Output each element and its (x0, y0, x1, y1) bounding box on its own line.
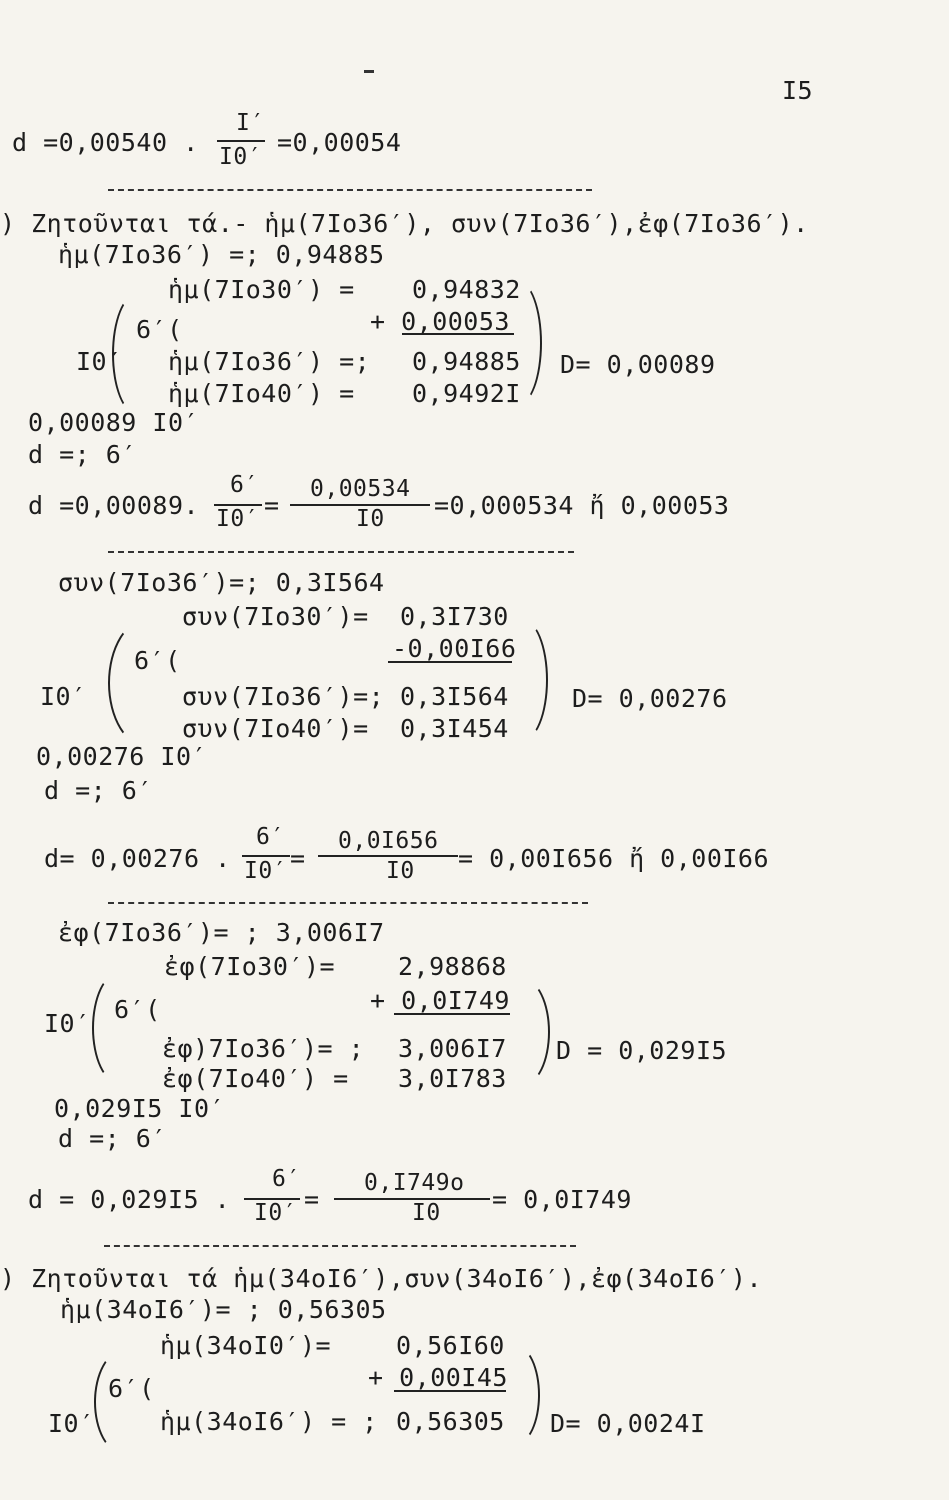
cos-row1-value: 0,3Ι730 (400, 602, 509, 631)
cos-calc-equals: = (290, 844, 306, 873)
sin34-outer-interval: I0′ (48, 1409, 95, 1438)
tan-row1-label: ἐφ(7Ιο30′)= (164, 952, 336, 981)
tan-outer-interval: I0′ (44, 1009, 91, 1038)
tan-calc-numerator2: 0,Ι749o (364, 1170, 465, 1196)
tan-calc-numerator: 6′ (272, 1166, 301, 1192)
sin-proportion-line1: 0,00089 I0′ (28, 408, 200, 437)
tan-calc-denominator2: I0 (412, 1200, 441, 1226)
intro-equation: d =0,00540 . (12, 128, 199, 157)
tan-calc-equals: = (304, 1185, 320, 1214)
left-bracket (112, 293, 162, 415)
sin-row3-value: 0,94885 (412, 347, 521, 376)
sin34-inner-bracket: 6′( (108, 1374, 155, 1403)
right-bracket (492, 1345, 540, 1445)
cos-row2-value: -0,00Ι66 (392, 634, 517, 663)
cos-difference: D= 0,00276 (572, 684, 728, 713)
sin-row2-value: + 0,00053 (370, 307, 510, 336)
fraction-bar (318, 855, 458, 857)
cos-row3-label: συν(7Ιο36′)=; (182, 682, 385, 711)
sin-inner-bracket: 6′( (136, 315, 183, 344)
tan-calc-result: = 0,0Ι749 (492, 1185, 632, 1214)
divider (104, 1245, 576, 1247)
sin-calc-left: d =0,00089. (28, 491, 200, 520)
tan-row4-value: 3,0Ι783 (398, 1064, 507, 1093)
sin-calc-denominator: I0′ (216, 506, 260, 532)
sum-underline (394, 1390, 506, 1392)
divider (108, 189, 592, 191)
sin-row4-label: ἡμ(7Ιο40′) = (168, 379, 355, 408)
cos-proportion-line1: 0,00276 I0′ (36, 742, 208, 771)
sin34-row3-label: ἡμ(34οΙ6′) = ; (160, 1407, 378, 1436)
left-bracket (94, 1350, 152, 1454)
cos-calc-denominator2: I0 (386, 858, 415, 884)
cos-calc-numerator: 6′ (256, 824, 285, 850)
sin-calc-denominator2: I0 (356, 506, 385, 532)
sin-calc-numerator: 6′ (230, 472, 259, 498)
divider (108, 551, 574, 553)
tan-row3-value: 3,006Ι7 (398, 1034, 507, 1063)
section-heading-g: ) Ζητοῦνται τά.- ἡμ(7Ιο36′), συν(7Ιο36′),ἐφ(7Ιο36′). (0, 209, 809, 238)
sum-underline (388, 661, 512, 663)
tan-calc-left: d = 0,029Ι5 . (28, 1185, 231, 1214)
left-bracket (108, 618, 188, 748)
sin-calc-result: =0,000534 ἤ 0,00053 (434, 491, 730, 520)
tan-row4-label: ἐφ(7Ιο40′) = (162, 1064, 349, 1093)
cos-row4-value: 0,3Ι454 (400, 714, 509, 743)
cos-row1-label: συν(7Ιο30′)= (182, 602, 369, 631)
cos-calc-left: d= 0,00276 . (44, 844, 231, 873)
cos-inner-bracket: 6′( (134, 646, 181, 675)
sin-row1-label: ἡμ(7Ιο30′) = (168, 275, 355, 304)
sin-difference: D= 0,00089 (560, 350, 716, 379)
tan-proportion-line2: d =; 6′ (58, 1124, 167, 1153)
cos-calc-result: = 0,00Ι656 ἤ 0,00Ι66 (458, 844, 770, 873)
intro-result: =0,00054 (277, 128, 402, 157)
sin34-row1-value: 0,56Ι60 (396, 1331, 505, 1360)
sin34-difference: D= 0,0024Ι (550, 1409, 706, 1438)
tan-row1-value: 2,98868 (398, 952, 507, 981)
tan-head: ἐφ(7Ιο36′)= ; 3,006Ι7 (58, 918, 385, 947)
fraction-bar (242, 855, 290, 857)
cos-head: συν(7Ιο36′)=; 0,3Ι564 (58, 568, 385, 597)
sin-outer-interval: I0′ (76, 347, 123, 376)
cos-calc-denominator: I0′ (244, 858, 288, 884)
tan-calc-denominator: I0′ (254, 1200, 298, 1226)
ink-mark (364, 70, 374, 73)
sin-calc-equals: = (264, 491, 280, 520)
sin34-row1-label: ἡμ(34οΙ0′)= (160, 1331, 332, 1360)
tan-row3-label: ἐφ)7Ιο36′)= ; (162, 1034, 365, 1063)
sin34-row3-value: 0,56305 (396, 1407, 505, 1436)
sin-row3-label: ἡμ(7Ιο36′) =; (168, 347, 371, 376)
sin-proportion-line2: d =; 6′ (28, 440, 137, 469)
divider (108, 902, 588, 904)
tan-row2-value: + 0,0Ι749 (370, 986, 510, 1015)
tan-difference: D = 0,029Ι5 (556, 1036, 728, 1065)
cos-proportion-line2: d =; 6′ (44, 776, 153, 805)
sin-head: ἡμ(7Ιο36′) =; 0,94885 (58, 240, 385, 269)
sin-calc-numerator2: 0,00534 (310, 476, 411, 502)
sin-row4-value: 0,9492Ι (412, 379, 521, 408)
left-bracket (92, 972, 146, 1084)
tan-inner-bracket: 6′( (114, 995, 161, 1024)
sin34-head: ἡμ(34οΙ6′)= ; 0,56305 (60, 1295, 387, 1324)
cos-outer-interval: I0′ (40, 682, 87, 711)
sin-row1-value: 0,94832 (412, 275, 521, 304)
intro-fraction-denominator: I0′ (219, 144, 263, 170)
sin34-row2-value: + 0,00Ι45 (368, 1363, 508, 1392)
section-heading-d: ) Ζητοῦνται τά ἡμ(34οΙ6′),συν(34οΙ6′),ἐφ(34οΙ6′). (0, 1264, 763, 1293)
tan-proportion-line1: 0,029Ι5 I0′ (54, 1094, 226, 1123)
fraction-bar (217, 140, 265, 142)
cos-calc-numerator2: 0,0Ι656 (338, 828, 439, 854)
page-number: I5 (782, 76, 814, 105)
cos-row4-label: συν(7Ιο40′)= (182, 714, 369, 743)
sum-underline (394, 1013, 510, 1015)
intro-fraction-numerator: I′ (236, 110, 265, 136)
cos-row3-value: 0,3Ι564 (400, 682, 509, 711)
